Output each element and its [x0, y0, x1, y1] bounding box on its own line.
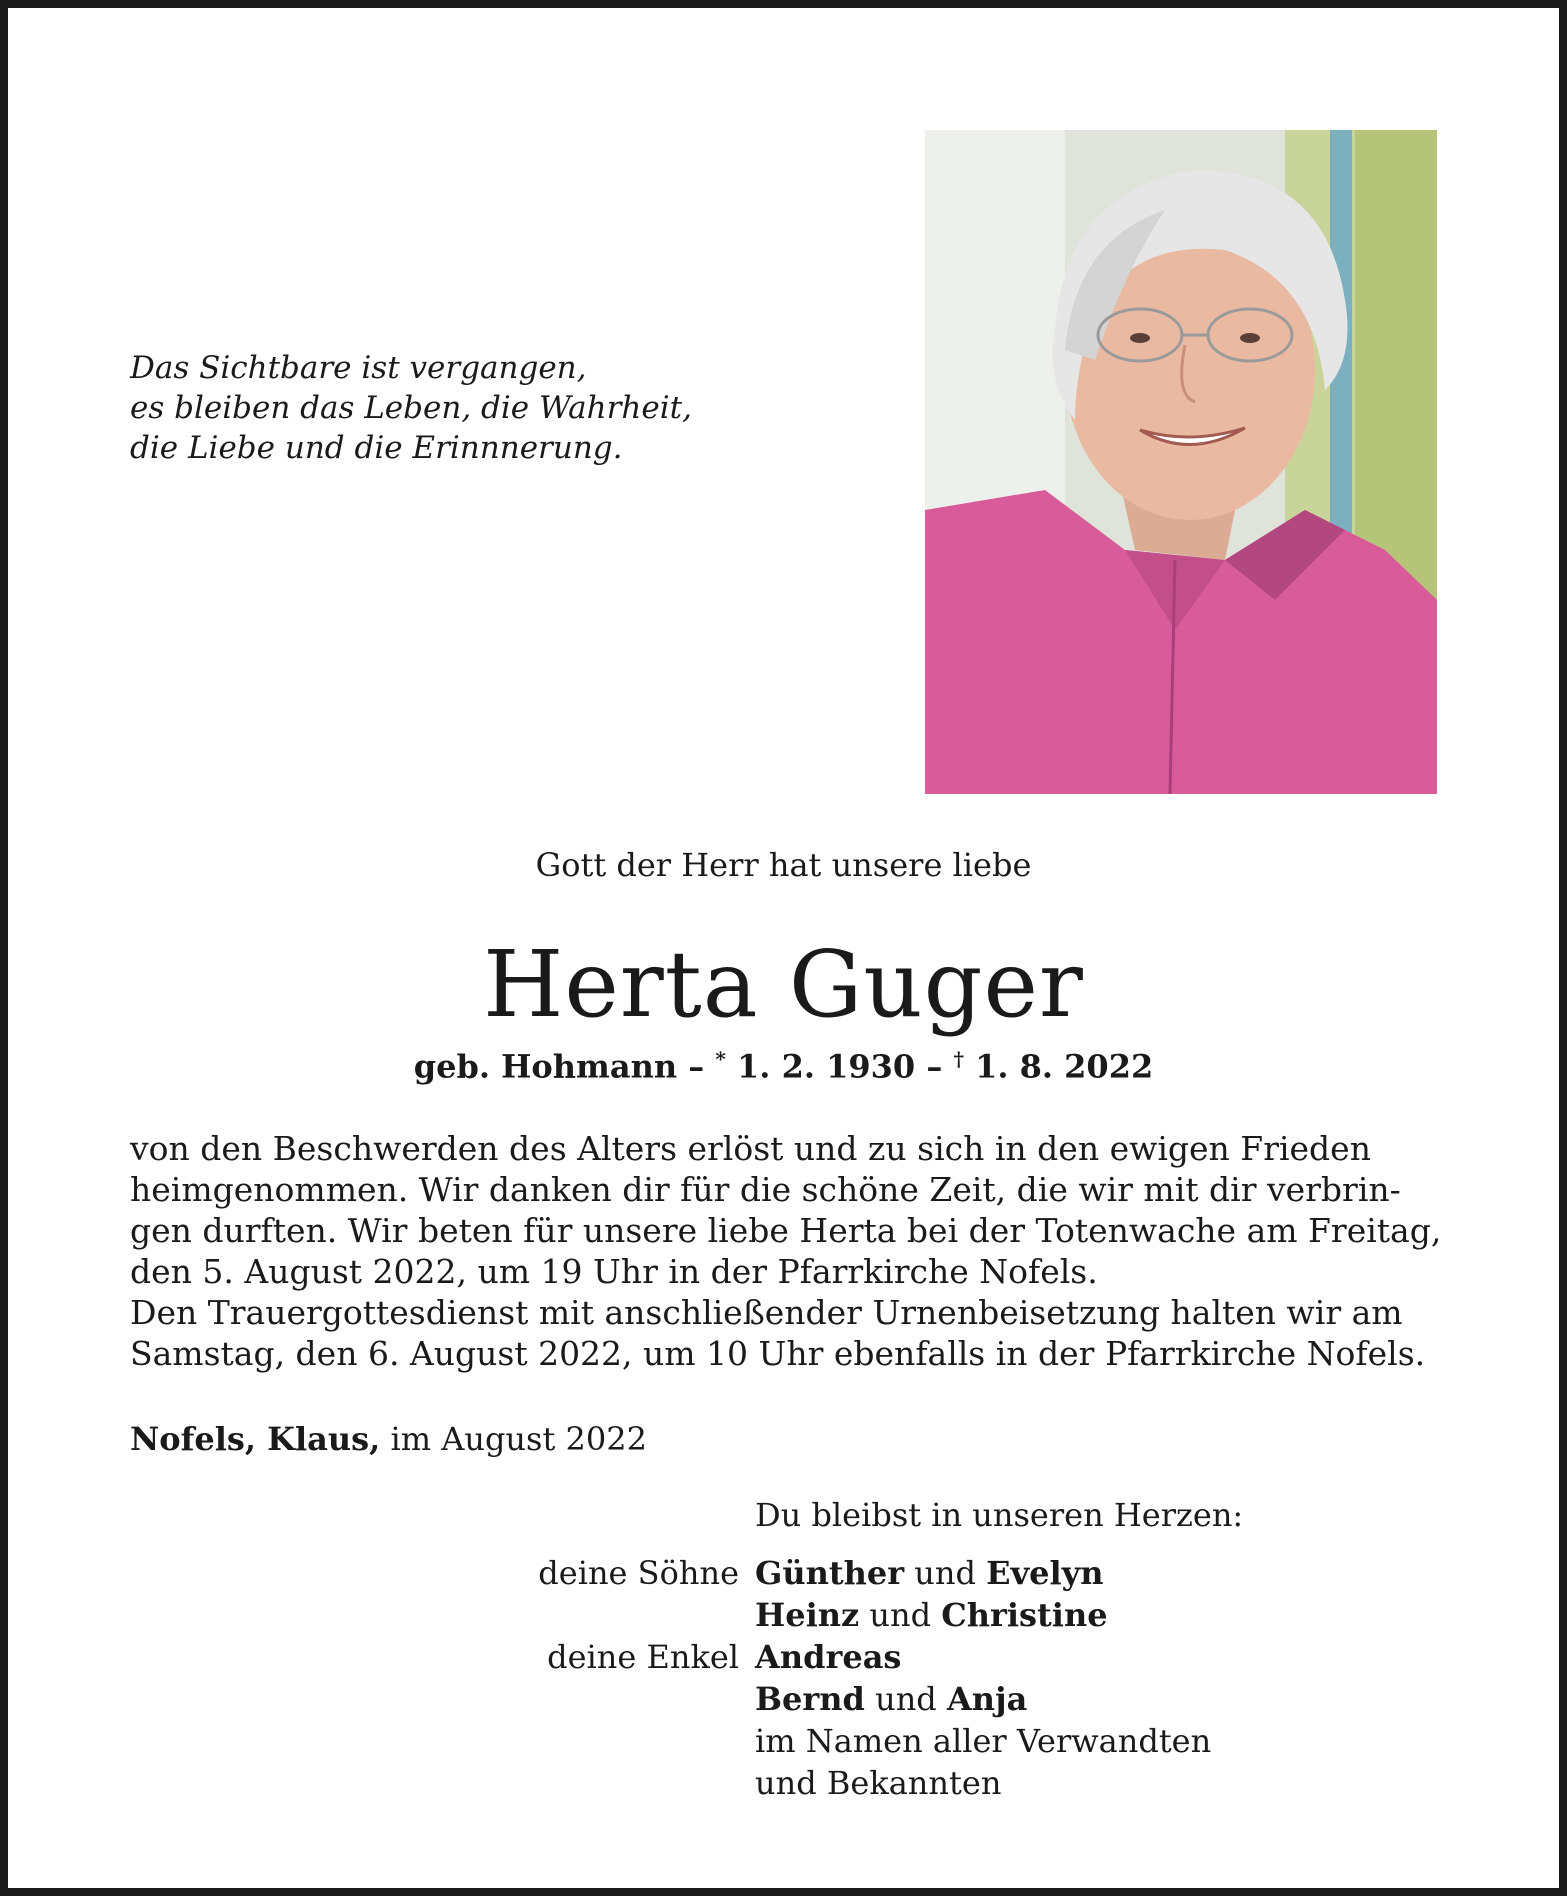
mourners-list: [0, 1552, 1567, 1804]
date-separator: –: [915, 1047, 954, 1086]
mourner-name: Anja: [946, 1680, 1028, 1718]
mourner-row: [0, 1762, 1567, 1804]
life-dates: [0, 1047, 1567, 1086]
signoff-line: Du bleibst in unseren Herzen:: [755, 1496, 1244, 1534]
mourner-name: Christine: [941, 1596, 1108, 1634]
place-and-date: [130, 1420, 647, 1458]
mourner-name: Günther: [755, 1554, 905, 1592]
birth-date: 1. 2. 1930: [725, 1047, 916, 1086]
announcement-text: [130, 1128, 1440, 1374]
quote-line: die Liebe und die Erinnnerung.: [130, 430, 623, 466]
relatives-line: und Bekannten: [755, 1764, 1002, 1802]
mourner-name: Andreas: [755, 1638, 902, 1676]
mourner-label: deine Enkel: [547, 1638, 739, 1676]
place-date: im August 2022: [380, 1420, 647, 1458]
place-name: Nofels, Klaus,: [130, 1420, 381, 1458]
death-symbol: †: [953, 1047, 964, 1071]
mourner-row: [0, 1636, 1567, 1678]
epitaph-quote: [130, 348, 780, 468]
mourner-row: [0, 1552, 1567, 1594]
quote-line: es bleiben das Leben, die Wahrheit,: [130, 390, 692, 426]
conjunction: und: [859, 1596, 942, 1634]
intro-line: Gott der Herr hat unsere liebe: [535, 846, 1032, 884]
date-separator: –: [677, 1047, 716, 1086]
mourner-row: [0, 1594, 1567, 1636]
mourner-name: Evelyn: [986, 1554, 1104, 1592]
text-line: von den Beschwerden des Alters erlöst und zu sich in den ewigen Frieden: [130, 1129, 1371, 1168]
quote-line: Das Sichtbare ist vergangen,: [130, 350, 587, 386]
mourner-names: [755, 1552, 1104, 1594]
mourner-label: deine Söhne: [538, 1554, 739, 1592]
text-line: heimgenommen. Wir danken dir für die schöne Zeit, die wir mit dir verbrin-: [130, 1170, 1401, 1209]
mourner-row: [0, 1678, 1567, 1720]
birth-name: geb. Hohmann: [413, 1047, 678, 1086]
death-date: 1. 8. 2022: [963, 1047, 1154, 1086]
birth-symbol: *: [715, 1047, 726, 1071]
text-line: den 5. August 2022, um 19 Uhr in der Pfarrkirche Nofels.: [130, 1252, 1098, 1291]
mourner-name: Heinz: [755, 1596, 860, 1634]
deceased-name: Herta Guger: [483, 931, 1084, 1038]
portrait-photo: [925, 130, 1437, 794]
conjunction: und: [904, 1554, 987, 1592]
relatives-line: im Namen aller Verwandten: [755, 1722, 1212, 1760]
mourner-names: [755, 1636, 901, 1678]
conjunction: und: [864, 1680, 947, 1718]
text-line: Samstag, den 6. August 2022, um 10 Uhr ebenfalls in der Pfarrkirche Nofels.: [130, 1334, 1426, 1373]
mourner-row: [0, 1720, 1567, 1762]
mourner-names: [755, 1678, 1027, 1720]
mourner-names: [755, 1594, 1108, 1636]
text-line: gen durften. Wir beten für unsere liebe Herta bei der Totenwache am Freitag,: [130, 1211, 1442, 1250]
mourner-name: Bernd: [755, 1680, 865, 1718]
text-line: Den Trauergottesdienst mit anschließender Urnenbeisetzung halten wir am: [130, 1293, 1403, 1332]
